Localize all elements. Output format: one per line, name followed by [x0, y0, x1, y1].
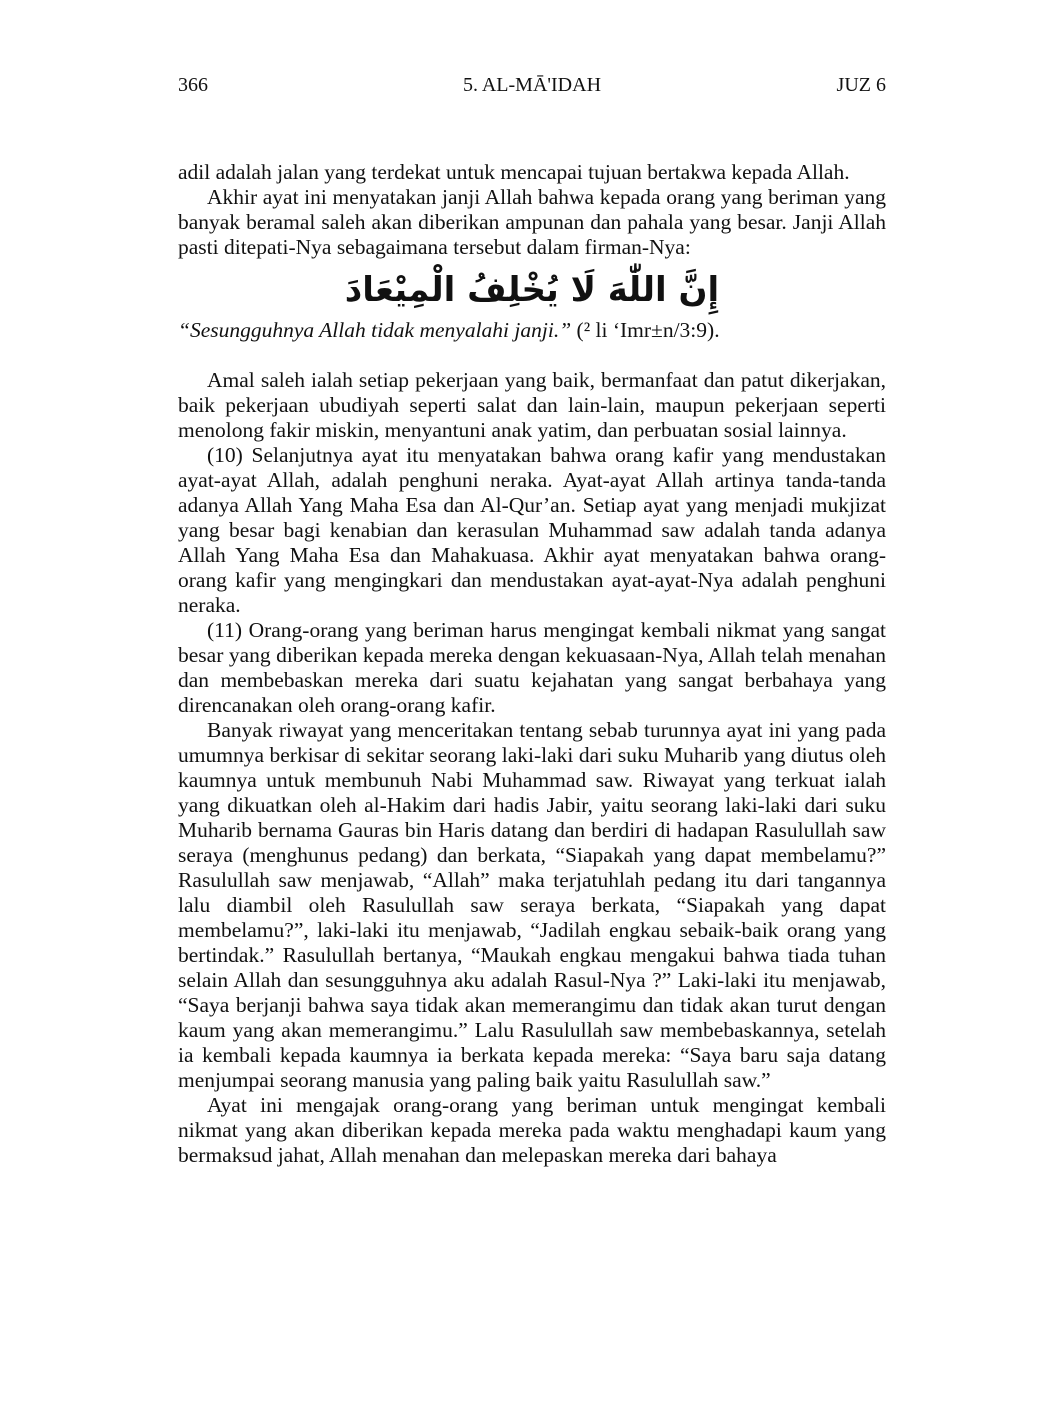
chapter-title: 5. AL-MĀ'IDAH	[462, 74, 602, 96]
paragraph-7: Ayat ini mengajak orang-orang yang beriman untuk mengingat kembali nikmat yang akan diberikan kepada mereka pada waktu menghadapi kaum yang bermaksud jahat, Allah menahan dan melepaskan mereka dari bahaya	[178, 1093, 886, 1167]
paragraph-1: adil adalah jalan yang terdekat untuk mencapai tujuan bertakwa kepada Allah.	[178, 160, 850, 184]
page-number: 366	[178, 74, 208, 96]
paragraph-4: (10) Selanjutnya ayat itu menyatakan bahwa orang kafir yang mendustakan ayat-ayat Allah, adalah penghuni neraka. Ayat-ayat Allah artinya tanda-tanda adanya Allah Yang Maha Esa dan Al-Qur’an. Setiap ayat yang menjadi mukjizat yang besar bagi kenabian dan kerasulan Muhammad saw adalah tanda adanya Allah Yang Maha Esa dan Mahakuasa. Akhir ayat menyatakan bahwa orang-orang kafir yang mengingkari dan mendustakan ayat-ayat-Nya adalah penghuni neraka.	[178, 443, 886, 617]
juz-label: JUZ 6	[836, 74, 886, 96]
paragraph-5: (11) Orang-orang yang beriman harus mengingat kembali nikmat yang sangat besar yang diberikan kepada mereka dengan kekuasaan-Nya, Allah telah menahan dan membebaskan mereka dari suatu kejahatan yang sangat berbahaya yang direncanakan oleh orang-orang kafir.	[178, 618, 886, 717]
book-page	[178, 72, 886, 1168]
running-header	[178, 72, 886, 102]
page-body	[178, 160, 886, 1168]
paragraph-3: Amal saleh ialah setiap pekerjaan yang baik, bermanfaat dan patut dikerjakan, baik pekerjaan ubudiyah seperti salat dan lain-lain, maupun pekerjaan seperti menolong fakir miskin, menyantuni anak yatim, dan perbuatan sosial lainnya.	[178, 368, 886, 442]
translation-reference: (² li ‘Imr±n/3:9).	[571, 318, 720, 342]
paragraph-2: Akhir ayat ini menyatakan janji Allah bahwa kepada orang yang beriman yang banyak beramal saleh akan diberikan ampunan dan pahala yang besar. Janji Allah pasti ditepati-Nya sebagaimana tersebut dalam firman-Nya:	[178, 185, 886, 259]
translation-text: “Sesungguhnya Allah tidak menyalahi janji.”	[178, 318, 572, 342]
paragraph-6: Banyak riwayat yang menceritakan tentang sebab turunnya ayat ini yang pada umumnya berkisar di sekitar seorang laki-laki dari suku Muharib yang diutus oleh kaumnya untuk membunuh Nabi Muhammad saw. Riwayat yang terkuat ialah yang dikuatkan oleh al-Hakim dari hadis Jabir, yaitu seorang laki-laki dari suku Muharib bernama Gauras bin Haris datang dan berdiri di hadapan Rasulullah saw seraya (menghunus pedang) dan berkata, “Siapakah yang dapat membelamu?” Rasulullah saw menjawab, “Allah” maka terjatuhlah pedang itu dari tangannya lalu diambil oleh Rasulullah saw seraya berkata, “Siapakah yang dapat membelamu?”, laki-laki itu menjawab, “Jadilah engkau sebaik-baik orang yang bertindak.” Rasulullah bertanya, “Maukah engkau mengakui bahwa tiada tuhan selain Allah dan sesungguhnya aku adalah Rasul-Nya ?” Laki-laki itu menjawab, “Saya berjanji bahwa saya tidak akan memerangimu dan tidak akan turut dengan kaum yang akan memerangimu.” Lalu Rasulullah saw membebaskannya, setelah ia kembali kepada kaumnya ia berkata kepada mereka: “Saya baru saja datang menjumpai seorang manusia yang paling baik yaitu Rasulullah saw.”	[178, 718, 886, 1092]
verse-translation	[178, 318, 886, 343]
arabic-verse: إِنَّ اللّٰهَ لَا يُخْلِفُ الْمِيْعَادَ	[344, 270, 720, 310]
